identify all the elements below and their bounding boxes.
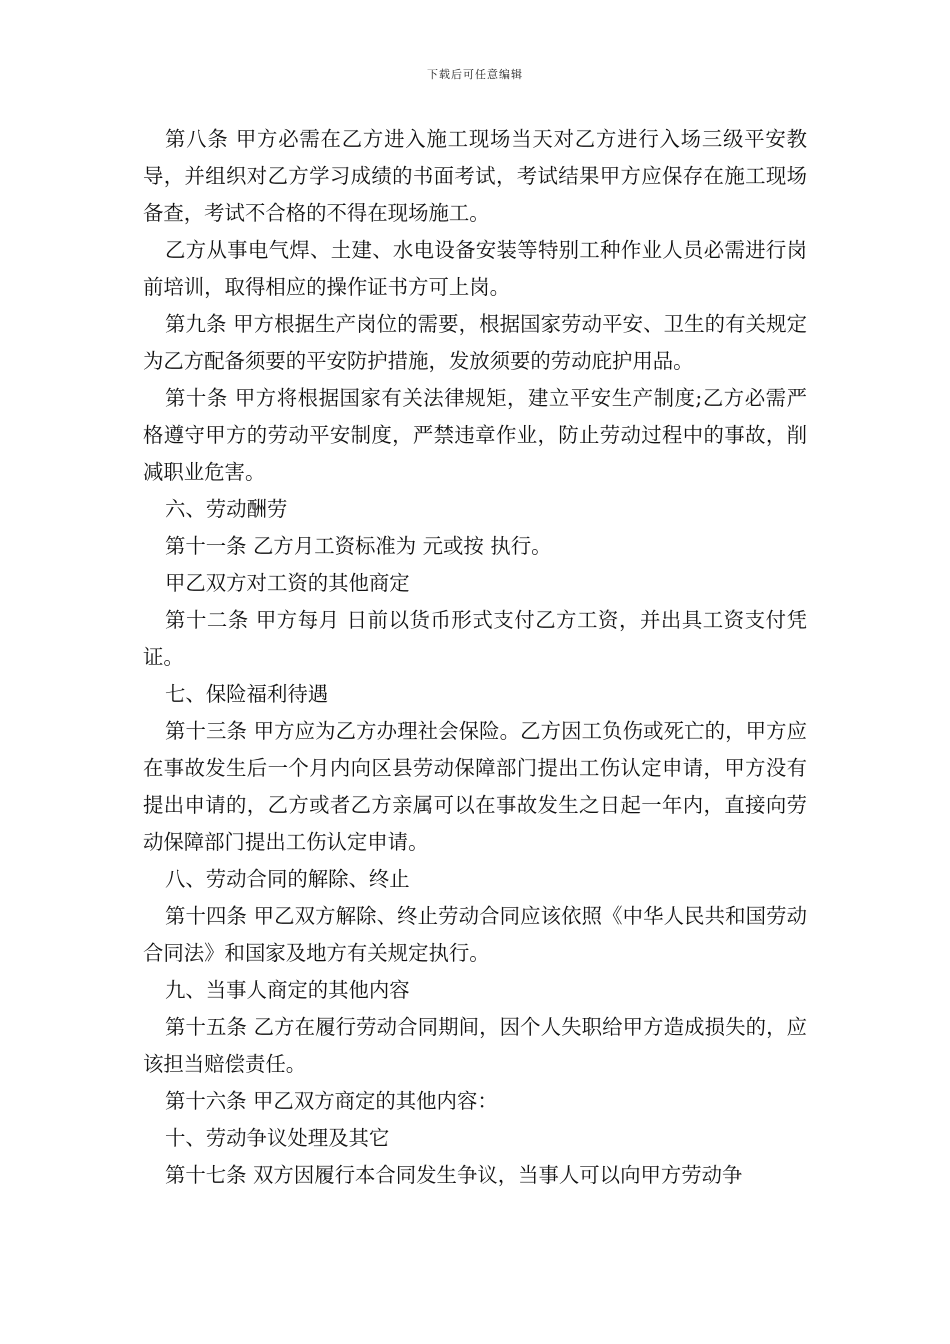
paragraph: 第八条 甲方必需在乙方进入施工现场当天对乙方进行入场三级平安教导，并组织对乙方学习成绩的书面考试，考试结果甲方应保存在施工现场备查，考试不合格的不得在现场施工。 — [143, 127, 807, 225]
section-heading: 七、保险福利待遇 — [165, 682, 329, 706]
paragraph: 第十七条 双方因履行本合同发生争议，当事人可以向甲方劳动争 — [165, 1163, 743, 1187]
paragraph: 第十一条 乙方月工资标准为 元或按 执行。 — [165, 534, 552, 558]
section-heading: 六、劳动酬劳 — [165, 497, 288, 521]
paragraph: 第十六条 甲乙双方商定的其他内容： — [165, 1089, 498, 1113]
paragraph: 乙方从事电气焊、土建、水电设备安装等特别工种作业人员必需进行岗前培训，取得相应的操作证书方可上岗。 — [143, 238, 807, 299]
paragraph: 第十四条 甲乙双方解除、终止劳动合同应该依照《中华人民共和国劳动合同法》和国家及地方有关规定执行。 — [143, 904, 807, 965]
paragraph: 第十二条 甲方每月 日前以货币形式支付乙方工资，并出具工资支付凭证。 — [143, 608, 807, 669]
page-header: 下载后可任意编辑 — [427, 68, 523, 81]
paragraph: 甲乙双方对工资的其他商定 — [165, 571, 410, 595]
document-body — [143, 121, 807, 1194]
paragraph: 第十条 甲方将根据国家有关法律规矩，建立平安生产制度;乙方必需严格遵守甲方的劳动平安制度，严禁违章作业，防止劳动过程中的事故，削减职业危害。 — [143, 386, 807, 484]
paragraph: 第九条 甲方根据生产岗位的需要，根据国家劳动平安、卫生的有关规定为乙方配备须要的平安防护措施，发放须要的劳动庇护用品。 — [143, 312, 807, 373]
paragraph: 第十五条 乙方在履行劳动合同期间，因个人失职给甲方造成损失的，应该担当赔偿责任。 — [143, 1015, 807, 1076]
section-heading: 九、当事人商定的其他内容 — [165, 978, 410, 1002]
paragraph: 第十三条 甲方应为乙方办理社会保险。乙方因工负伤或死亡的，甲方应在事故发生后一个月内向区县劳动保障部门提出工伤认定申请，甲方没有提出申请的，乙方或者乙方亲属可以在事故发生之日起一年内，直接向劳动保障部门提出工伤认定申请。 — [143, 719, 807, 854]
section-heading: 十、劳动争议处理及其它 — [165, 1126, 390, 1150]
section-heading: 八、劳动合同的解除、终止 — [165, 867, 410, 891]
